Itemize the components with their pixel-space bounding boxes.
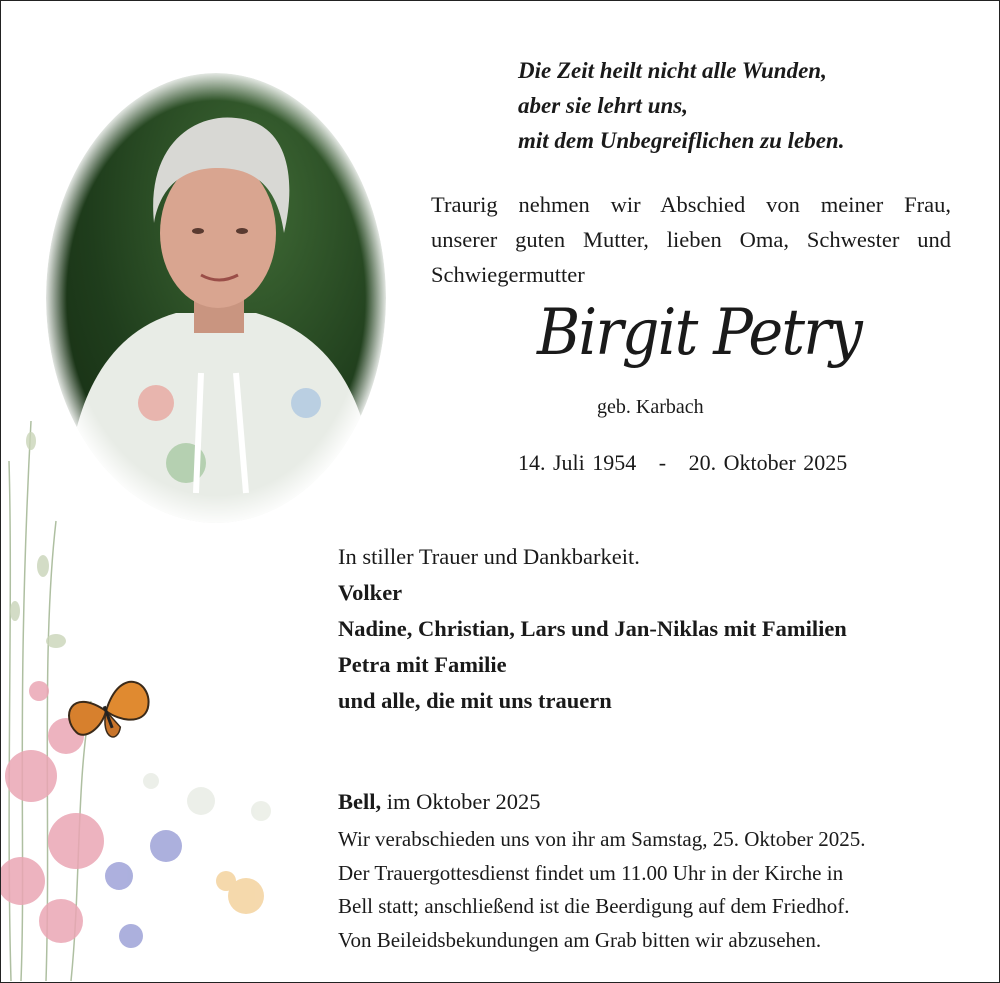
life-dates bbox=[518, 450, 847, 476]
portrait-photo bbox=[46, 73, 386, 523]
announcement-line: Schwiegermutter bbox=[431, 262, 585, 287]
quote-line: aber sie lehrt uns, bbox=[518, 93, 688, 118]
announcement bbox=[431, 187, 951, 292]
death-date: 20. Oktober 2025 bbox=[688, 450, 848, 475]
mourner-name: Volker bbox=[338, 580, 403, 605]
mourner-name: und alle, die mit uns trauern bbox=[338, 688, 612, 713]
service-line: Bell statt; anschließend ist die Beerdigung auf dem Friedhof. bbox=[338, 894, 850, 918]
service-line: Von Beileidsbekundungen am Grab bitten wir abzusehen. bbox=[338, 927, 822, 952]
birth-name: geb. Karbach bbox=[597, 396, 704, 418]
quote bbox=[518, 53, 844, 158]
service-line: Der Trauergottesdienst findet um 11.00 Uhr in der Kirche in bbox=[338, 860, 844, 885]
quote-line: Die Zeit heilt nicht alle Wunden, bbox=[518, 58, 827, 83]
service-line: Wir verabschieden uns von ihr am Samstag, 25. Oktober 2025. bbox=[338, 827, 866, 851]
place-date bbox=[338, 789, 540, 815]
announcement-line: unserer guten Mutter, lieben Oma, Schwester und bbox=[431, 227, 951, 252]
mourner-name: Petra mit Familie bbox=[338, 652, 507, 677]
mourners bbox=[338, 539, 847, 719]
place-month: im Oktober 2025 bbox=[386, 789, 541, 814]
birth-date: 14. Juli 1954 bbox=[518, 450, 637, 475]
deceased-name: Birgit Petry bbox=[537, 296, 861, 370]
announcement-line: Traurig nehmen wir Abschied von meiner Frau, bbox=[431, 192, 951, 217]
service-details bbox=[338, 823, 866, 957]
mourner-name: Nadine, Christian, Lars und Jan-Niklas mit Familien bbox=[338, 616, 847, 641]
mourners-intro: In stiller Trauer und Dankbarkeit. bbox=[338, 544, 640, 569]
quote-line: mit dem Unbegreiflichen zu leben. bbox=[518, 128, 845, 153]
place-town: Bell, bbox=[338, 789, 382, 814]
date-separator: - bbox=[658, 450, 667, 475]
